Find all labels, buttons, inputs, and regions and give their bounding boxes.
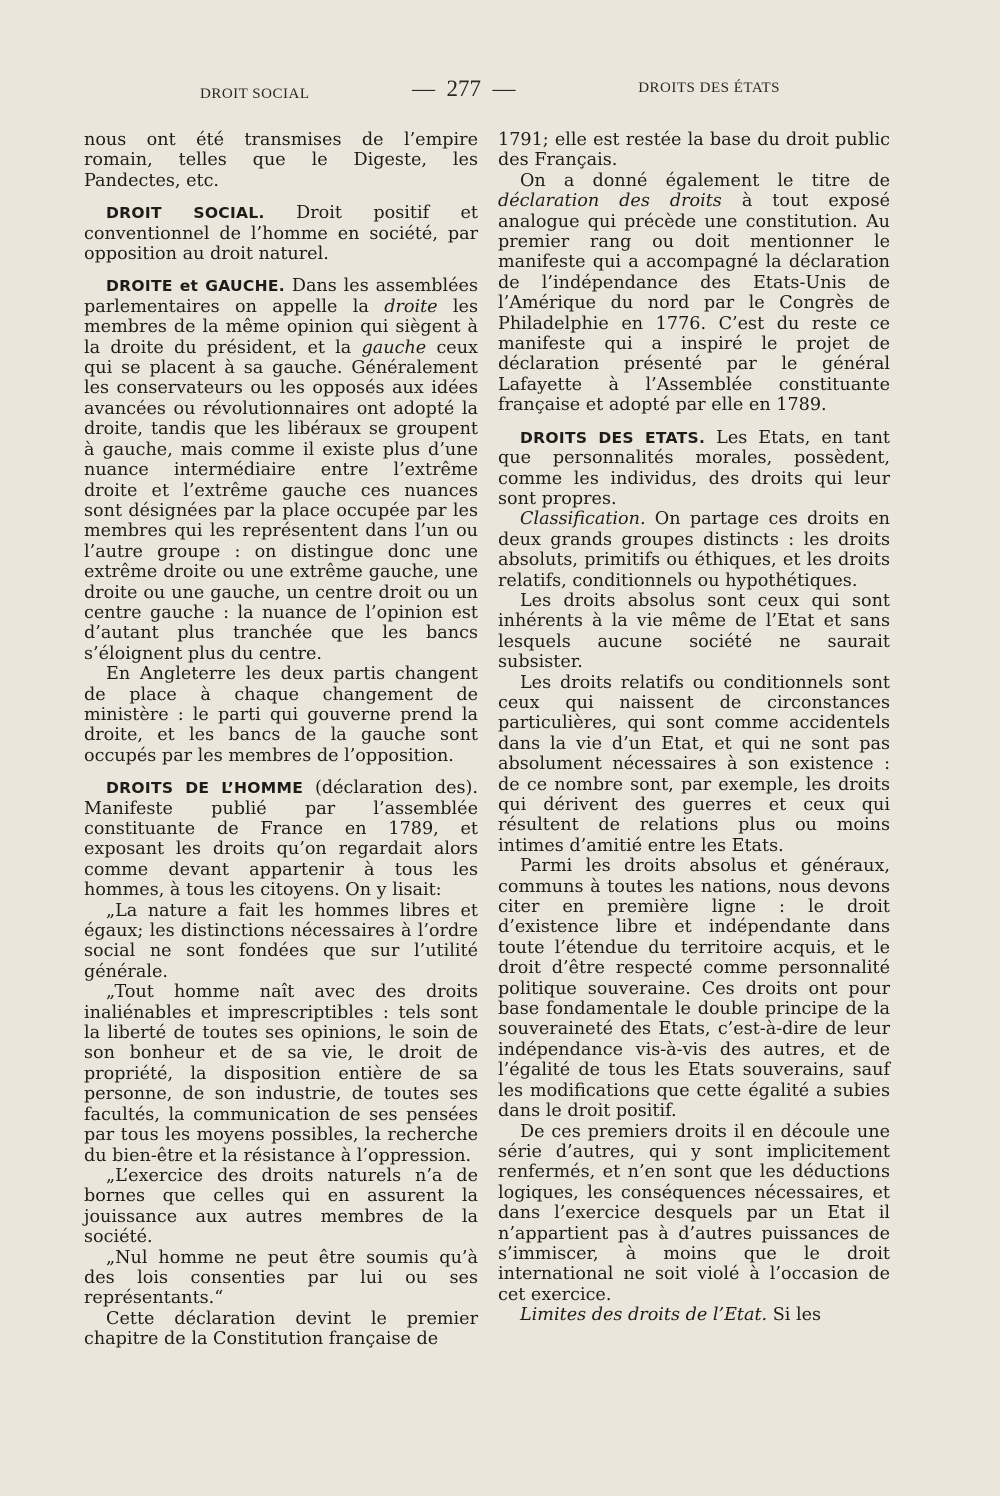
quotation-paragraph: „La nature a fait les hommes libres et égaux; les distinctions nécessaires à l’ordre social ne sont fondées que sur l’utilité générale.	[84, 900, 478, 982]
quotation-paragraph: „Nul homme ne peut être soumis qu’à des lois consenties par lui ou ses représentants.“	[84, 1247, 478, 1309]
entry-text: ceux qui se placent à sa gauche. Généralement les conservateurs ou les opposés aux idées avancées ou révolutionnaires ont adopté la droite, tandis que les libéraux se groupent à gauche, mais comme il existe plus d’une nuance intermédiaire entre l’extrême droite et l’extrême gauche ces nuances sont désignées par la place occupée par les membres qui les représentent dans l’un ou l’autre groupe : on distingue donc une extrême droite ou une extrême gauche, une droite ou une gauche, un centre droit ou un centre gauche : la nuance de l’opinion est d’autant plus tranchée que les bancs s’éloignent plus du centre.	[84, 337, 478, 664]
entry-text: les membres de la même opinion qui siègent à la droite du président, et la	[84, 296, 478, 358]
paragraph: Cette déclaration devint le premier chapitre de la Constitution française de	[84, 1308, 478, 1350]
continuation-paragraph: 1791; elle est restée la base du droit public des Français.	[498, 130, 890, 171]
header-right-title: DROITS DES ÉTATS	[638, 80, 780, 96]
right-column	[498, 130, 890, 1326]
continuation-paragraph: nous ont été transmises de l’empire romain, telles que le Digeste, les Pandectes, etc.	[84, 130, 478, 191]
quotation-paragraph: „L’exercice des droits naturels n’a de bornes que celles qui en assurent la jouissance aux autres membres de la société.	[84, 1165, 478, 1248]
entry-headword: DROITS DES ETATS.	[520, 428, 706, 447]
paragraph-text: On partage ces droits en deux grands groupes distincts : les droits absoluts, primitifs ou éthiques, et les droits relatifs, conditionnels ou hypothétiques.	[498, 509, 890, 591]
paragraph-text: à tout exposé analogue qui précède une constitution. Au premier rang ou doit mentionner le manifeste qui a accompagné la déclaration de l’indépendance des Etats-Unis de l’Amérique du nord par le Congrès de Philadelphie en 1776. C’est du reste ce manifeste qui a inspiré le projet de déclaration présenté par le général Lafayette à l’Assemblée constituante française et adopté par elle en 1789.	[498, 191, 890, 416]
entry-droits-de-l-homme	[84, 778, 478, 900]
quotation-paragraph: „Tout homme naît avec des droits inaliénables et imprescriptibles : tels sont la liberté de toutes ses opinions, le soin de son bonheur et de sa vie, le droit de propriété, la disposition entière de sa personne, de son industrie, de toutes ses facultés, la communication de ses pensées par tous les moyens possibles, la recherche du bien-être et la résistance à l’oppression.	[84, 982, 478, 1166]
italic-term: gauche	[361, 337, 427, 358]
paragraph: En Angleterre les deux partis changent de place à chaque changement de ministère : le parti qui gouverne prend la droite, et les bancs de la gauche sont occupés par les membres de l’opposition.	[84, 664, 478, 766]
paragraph: Parmi les droits absolus et généraux, communs à toutes les nations, nous devons citer en première ligne : le droit d’existence libre et indépendante dans toute l’étendue du territoire acquis, et le droit d’être respecté comme personnalité politique souveraine. Ces droits ont pour base fondamentale le double principe de la souveraineté des Etats, c’est-à-dire de leur indépendance vis-à-vis des autres, et de l’égalité de tous les Etats souverains, sauf les modifications que cette égalité a subies dans le droit positif.	[498, 856, 890, 1122]
italic-term: déclaration des droits	[498, 191, 722, 212]
italic-term: droite	[384, 296, 438, 317]
entry-text: Les Etats, en tant que personnalités morales, possèdent, comme les individus, des droits qui leur sont propres.	[498, 427, 891, 509]
left-column	[84, 130, 478, 1350]
running-header	[200, 76, 780, 110]
section-label: Limites des droits de l’Etat.	[520, 1305, 768, 1326]
header-left-title: DROIT SOCIAL	[200, 86, 310, 102]
section-label: Classification.	[520, 509, 646, 530]
paragraph	[498, 171, 890, 416]
entry-headword: DROITS DE L’HOMME	[106, 779, 304, 798]
paragraph-text: Si les	[767, 1305, 822, 1326]
paragraph: Les droits absolus sont ceux qui sont inhérents à la vie même de l’Etat et sans lesquels aucune société ne saurait subsister.	[498, 590, 890, 673]
entry-droits-des-etats	[498, 428, 890, 510]
paragraph: Les droits relatifs ou conditionnels sont ceux qui naissent de circonstances particulières, qui sont comme accidentels dans la vie d’un Etat, et qui ne sont pas absolument nécessaires à son existence : de ce nombre sont, par exemple, les droits qui dérivent des guerres et ceux qui résultent de relations plus ou moins intimes d’amitié entre les Etats.	[498, 672, 890, 856]
page-number: — 277 —	[412, 76, 516, 101]
entry-droite-et-gauche	[84, 276, 478, 664]
entry-text: Dans les assemblées parlementaires on appelle la	[84, 276, 478, 317]
entry-headword: DROITE et GAUCHE.	[106, 277, 285, 296]
entry-text: Droit positif et conventionnel de l’homme en société, par opposition au droit naturel.	[84, 203, 478, 265]
entry-headword: DROIT SOCIAL.	[106, 204, 265, 223]
paragraph-text: On a donné également le titre de	[520, 170, 890, 191]
limits-paragraph	[498, 1305, 890, 1325]
entry-droit-social	[84, 203, 478, 264]
paragraph: De ces premiers droits il en découle une série d’autres, qui y sont implicitement renfermés, et n’en sont que les déductions logiques, les conséquences nécessaires, et dans l’exercice desquels par un Etat il n’appartient pas à d’autres puissances de s’immiscer, à moins que le droit international ne soit violé à l’occasion de cet exercice.	[498, 1121, 890, 1305]
entry-text: (déclaration des). Manifeste publié par l’assemblée constituante de France en 1789, et exposant les droits qu’on regardait alors comme devant appartenir à tous les hommes, à tous les citoyens. On y lisait:	[84, 778, 478, 901]
classification-paragraph	[498, 509, 890, 591]
